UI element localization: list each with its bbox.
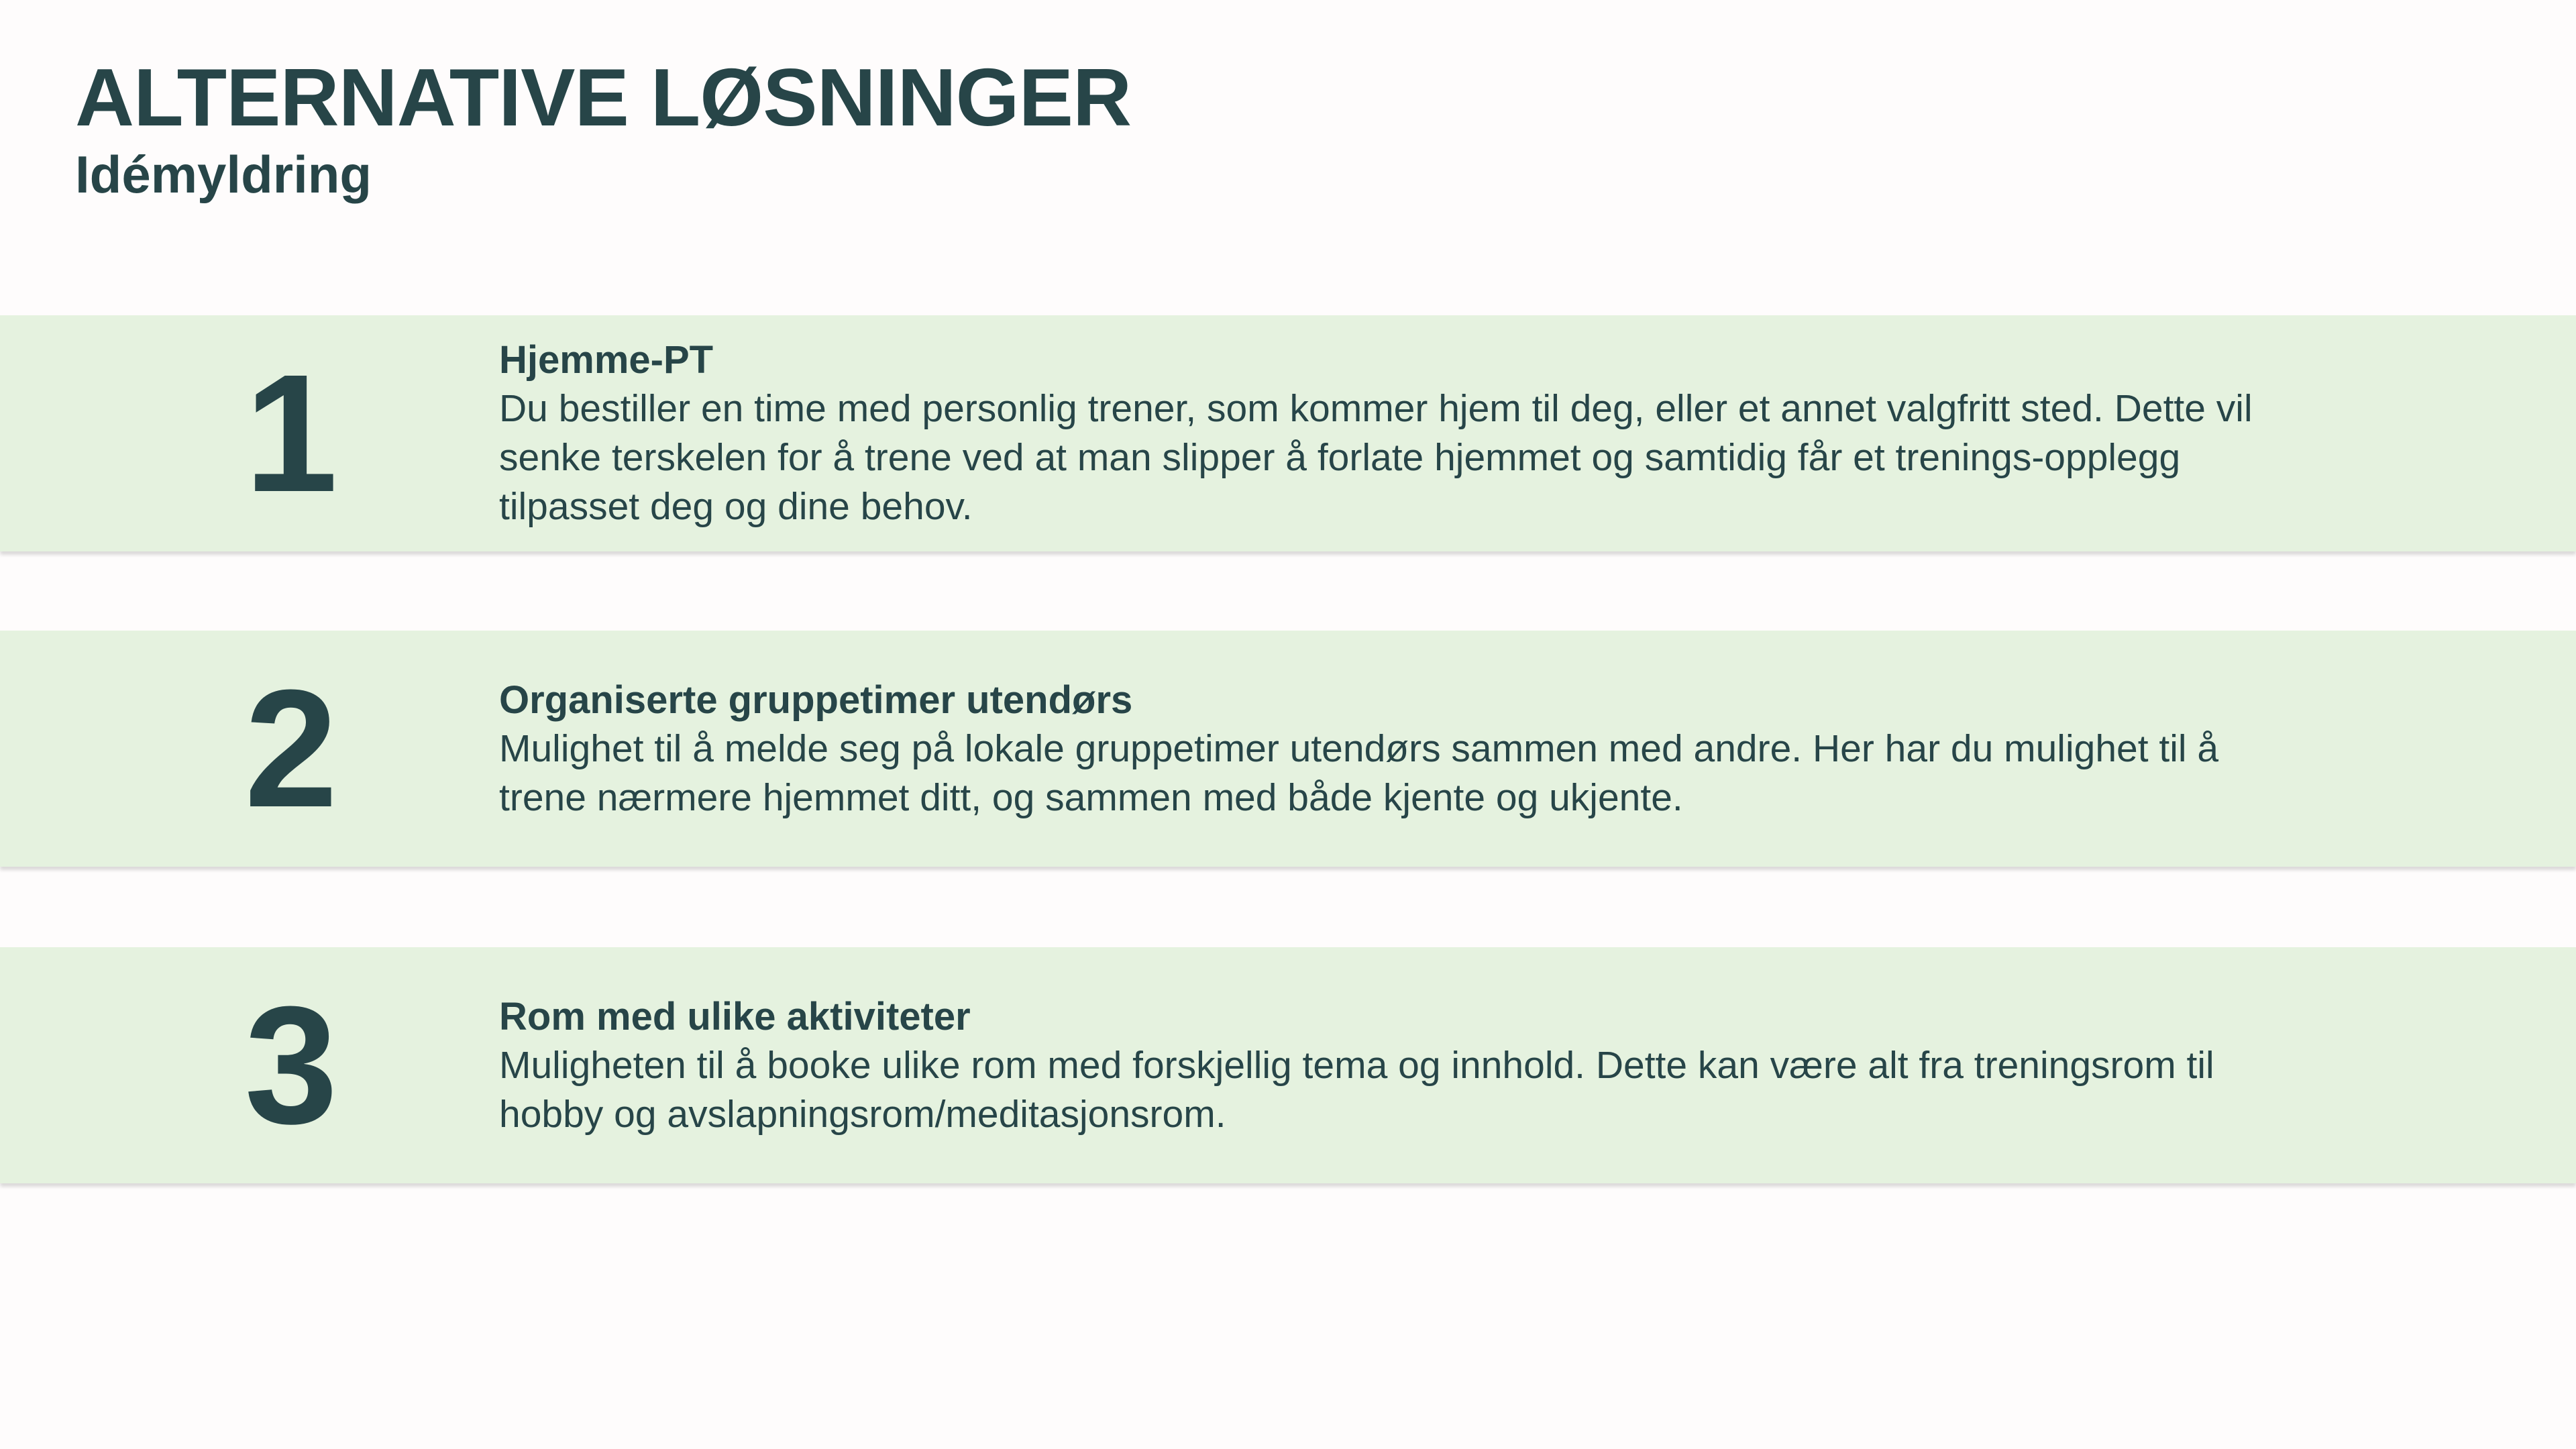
item-number: 1 — [244, 339, 338, 527]
alternative-item-2 — [0, 631, 2576, 867]
alternative-item-1 — [0, 315, 2576, 551]
item-description: Du bestiller en time med personlig trener, som kommer hjem til deg, eller et annet valgfritt sted. Dette vil senke terskelen for å trene ved at man slipper å forlate hjemmet og samtidig får et trenings-opplegg tilpasset deg og dine behov. — [499, 387, 2253, 528]
item-number: 2 — [244, 655, 338, 842]
page-title: ALTERNATIVE LØSNINGER — [75, 52, 1132, 143]
item-heading: Organiserte gruppetimer utendørs — [499, 678, 1133, 722]
item-content — [499, 947, 2308, 1183]
item-content — [499, 631, 2308, 867]
item-heading: Hjemme-PT — [499, 338, 714, 382]
item-description: Mulighet til å melde seg på lokale gruppetimer utendørs sammen med andre. Her har du mulighet til å trene nærmere hjemmet ditt, og sammen med både kjente og ukjente. — [499, 727, 2219, 819]
page-subtitle: Idémyldring — [75, 145, 372, 204]
alternative-item-3 — [0, 947, 2576, 1183]
item-heading: Rom med ulike aktiviteter — [499, 994, 971, 1038]
item-number: 3 — [244, 971, 338, 1159]
item-description: Muligheten til å booke ulike rom med forskjellig tema og innhold. Dette kan være alt fra treningsrom til hobby og avslapningsrom/meditasjonsrom. — [499, 1043, 2214, 1136]
item-content — [499, 315, 2308, 551]
